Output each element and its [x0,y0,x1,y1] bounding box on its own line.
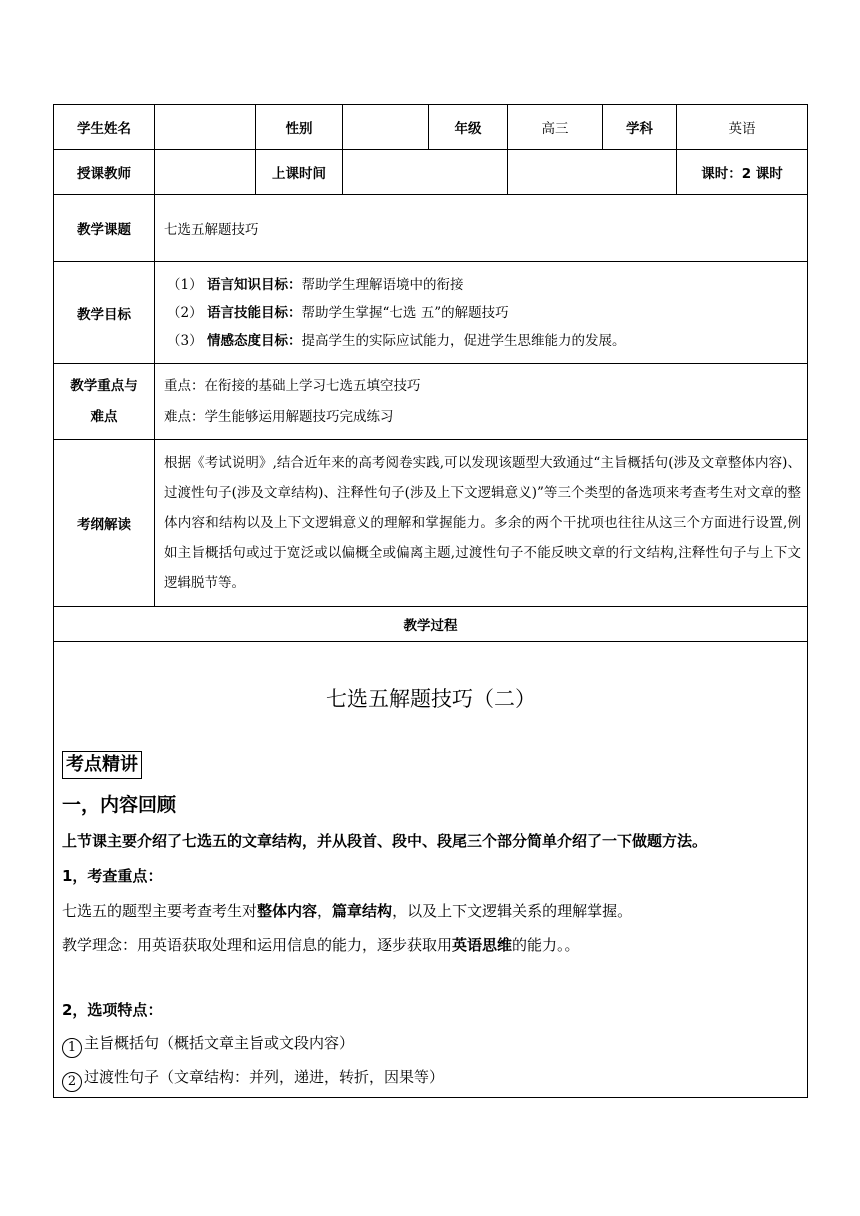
goal-item: （2） 语言技能目标：帮助学生掌握“七选 五”的解题技巧 [167,304,509,321]
goal-item: （1） 语言知识目标：帮助学生理解语境中的衔接 [167,276,464,293]
student-name-label: 学生姓名 [54,105,155,150]
section-heading: 一，内容回顾 [62,794,177,816]
recap-paragraph: 上节课主要介绍了七选五的文章结构，并从段首、段中、段尾三个部分简单介绍了一下做题方法。 [62,832,708,850]
row-process-body [54,642,808,1098]
row-teacher [54,150,808,195]
goal-item: （3） 情感态度目标：提高学生的实际应试能力，促进学生思维能力的发展。 [167,332,626,349]
goals-label: 教学目标 [54,262,155,364]
row-topic [54,195,808,262]
option-item: 2 过渡性句子（文章结构：并列，递进，转折，因果等） [62,1066,444,1092]
boxed-heading: 考点精讲 [62,751,142,779]
topic-value: 七选五解题技巧 [155,195,808,262]
teacher-value [155,150,256,195]
blank-cell [508,150,677,195]
row-process-header [54,607,808,642]
subject-value: 英语 [677,105,808,150]
class-time-label: 上课时间 [256,150,343,195]
lesson-title: 七选五解题技巧（二） [326,687,536,711]
concept-text: 教学理念：用英语获取处理和运用信息的能力，逐步获取用英语思维的能力。。 [62,936,580,954]
point2-heading: 2，选项特点： [62,1001,163,1019]
key-points-content [155,364,808,440]
syllabus-label: 考纲解读 [54,440,155,607]
circled-number-icon: 2 [62,1072,82,1092]
process-content [54,642,808,1098]
process-label: 教学过程 [54,607,808,642]
teacher-label: 授课教师 [54,150,155,195]
topic-label: 教学课题 [54,195,155,262]
difficult-point-text: 难点：学生能够运用解题技巧完成练习 [164,408,394,425]
gender-value [343,105,429,150]
subject-label: 学科 [603,105,677,150]
class-time-value [343,150,508,195]
grade-value: 高三 [508,105,603,150]
key-point-text: 重点：在衔接的基础上学习七选五填空技巧 [164,377,421,394]
grade-label: 年级 [429,105,508,150]
option-item: 1 主旨概括句（概括文章主旨或文段内容） [62,1032,354,1058]
syllabus-text: 根据《考试说明》,结合近年来的高考阅卷实践,可以发现该题型大致通过“主旨概括句(涉及文章整体内容)、过渡性句子(涉及文章结构)、注释性句子(涉及上下文逻辑意义)”等三个类型的备选项来考查考生对文章的整体内容和结构以及上下文逻辑意义的理解和掌握能力。多余的两个干扰项也往往从这三个方面进行设置,例如主旨概括句或过于宽泛或以偏概全或偏离主题,过渡性句子不能反映文章的行文结构,注释性句子与上下文逻辑脱节等。 [155,440,808,607]
row-key-points [54,364,808,440]
row-syllabus [54,440,808,607]
goals-list [155,262,808,364]
student-name-value [155,105,256,150]
point1-heading: 1，考查重点： [62,867,163,885]
gender-label: 性别 [256,105,343,150]
point1-text: 七选五的题型主要考查考生对整体内容，篇章结构，以及上下文逻辑关系的理解掌握。 [62,902,633,920]
periods-value: 课时：2 课时 [677,150,808,195]
key-points-label: 教学重点与 难点 [54,364,155,440]
lesson-plan-table [53,104,808,1098]
circled-number-icon: 1 [62,1038,82,1058]
row-goals [54,262,808,364]
row-basic-info [54,105,808,150]
